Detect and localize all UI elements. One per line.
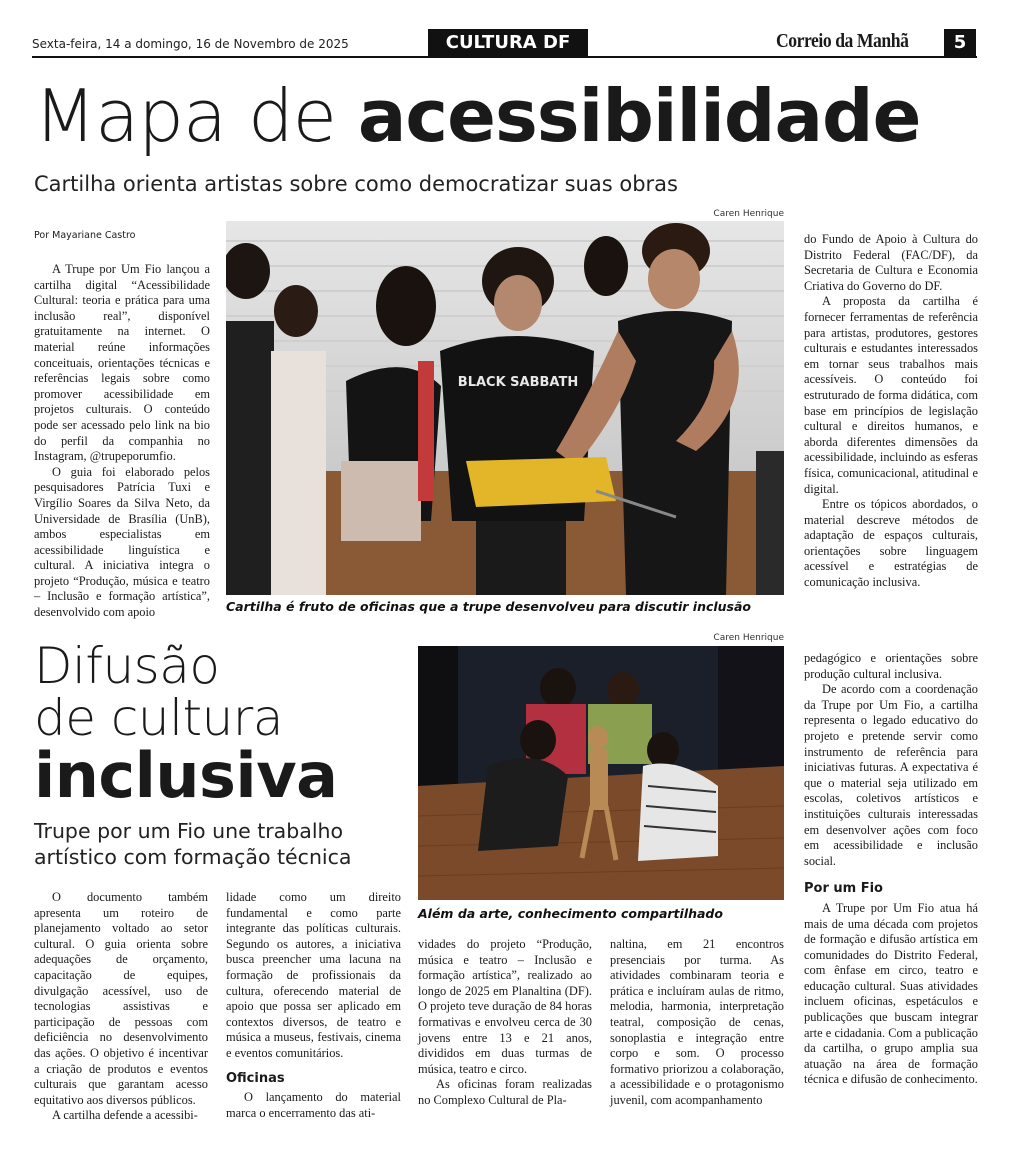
headline-bold: acessibilidade	[357, 74, 921, 158]
headline-line-1: Difusão	[34, 637, 220, 695]
paragraph: As oficinas foram realizadas no Complexo Cultural de Pla-	[418, 1077, 592, 1107]
headline-mapa	[34, 76, 920, 156]
paragraph: A Trupe por Um Fio lançou a cartilha digital “Acessibilidade Cultural: teoria e prática para uma inclusão real”, disponível gratuitamente na internet. O material reúne informações conceituais, orientações técnicas e referências legais sobre como promover acessibilidade em projetos culturais. O conteúdo pode ser acessado pelo link na bio do perfil da companhia no Instagram, @trupeporumfio.	[34, 262, 210, 464]
paragraph: naltina, em 21 encontros presenciais por turma. As atividades combinaram teoria e prática e incluíram aulas de ritmo, melodia, harmonia, interpretação teatral, composição de cenas, sonoplastia e integração entre corpo e som. O processo formativo priorizou a colaboração, a acessibilidade e o protagonismo juvenil, com acompanhamento	[610, 937, 784, 1107]
paragraph: A proposta da cartilha é fornecer ferramentas de referência para artistas, produtores, gestores culturais e estudantes interessados em tornar seus trabalhos mais acessíveis. O conteúdo foi estruturado de forma didática, com base em princípios de legislação cultural e direitos humanos, e aborda diferentes dimensões da acessibilidade, incluindo as esferas física, comunicacional, atitudinal e digital.	[804, 294, 978, 496]
photo-workshop-illustration	[226, 221, 784, 595]
section-label: CULTURA DF	[428, 29, 588, 57]
page-number: 5	[944, 29, 976, 57]
article1-column-1	[34, 262, 210, 621]
paragraph: A Trupe por Um Fio atua há mais de uma década com projetos de formação e difusão artística em comunidades do Distrito Federal, com ênfase em circo, teatro e educação cultural. Suas atividades incluem oficinas, espetáculos e publicações que buscam integrar arte e cidadania. Com a publicação da cartilha, o grupo amplia sua atuação na área de formação técnica e difusão de conhecimento.	[804, 900, 978, 1087]
paragraph: A cartilha defende a acessibi-	[52, 1108, 198, 1123]
photo1-caption: Cartilha é fruto de oficinas que a trupe desenvolveu para discutir inclusão	[226, 599, 752, 614]
header-rule	[32, 56, 977, 58]
brand-logo: Correio da Manhã	[776, 30, 909, 52]
subhead-por-um-fio: Por um Fio	[804, 881, 883, 897]
headline-light: Mapa de	[34, 74, 336, 158]
article1-subtitle: Cartilha orienta artistas sobre como democratizar suas obras	[34, 172, 678, 196]
paragraph: vidades do projeto “Produção, música e teatro – Inclusão e formação artística”, realizado ao longo de 2025 em Planaltina (DF). O projeto teve duração de 84 horas formativas e envolveu cerca de 30 jovens entre 13 e 21 anos, divididos em duas turmas de música, teatro e circo.	[418, 937, 592, 1076]
article1-column-2	[804, 232, 978, 591]
article2-column-3	[418, 937, 592, 1109]
shirt-print: BLACK SABBATH	[457, 375, 579, 390]
photo1-credit: Caren Henrique	[713, 209, 784, 219]
paragraph: pedagógico e orientações sobre produção cultural inclusiva.	[804, 651, 978, 681]
subhead-oficinas: Oficinas	[226, 1070, 285, 1086]
headline-line-2: de cultura	[34, 689, 283, 747]
paragraph: O documento também apresenta um roteiro de planejamento voltado ao setor cultural. O guia orienta sobre adequações de orçamento, capacitação de equipes, divulgação acessível, uso de tecnologias assistivas e participação de pessoas com deficiência no desenvolvimento das ações. O objetivo é incentivar a criação de produtos e eventos culturais que garantam acesso equitativo aos diversos públicos.	[34, 890, 208, 1107]
paragraph: lidade como um direito fundamental e como parte integrante das políticas culturais. Segundo os autores, a iniciativa busca preencher uma lacuna na formação de profissionais da cultura, oferecendo material de apoio que possa ser aplicado em contextos diversos, de teatro e música a museus, festivais, cinema e eventos comunitários.	[226, 890, 401, 1060]
article2-column-2	[226, 890, 401, 1121]
article2-column-1	[34, 890, 208, 1124]
photo-puppet-illustration	[418, 646, 784, 900]
paragraph: Entre os tópicos abordados, o material descreve métodos de adaptação de espaços culturais, orientações sobre linguagem acessível e estratégias de comunicação inclusiva.	[804, 497, 978, 590]
headline-difusao	[34, 637, 338, 812]
photo2-caption: Além da arte, conhecimento compartilhado	[418, 906, 723, 921]
paragraph: De acordo com a coordenação da Trupe por Um Fio, a cartilha representa o legado educativo do projeto e pretende servir como instrumento de referência para iniciativas futuras. A expectativa é que o material seja utilizado em escolas, coletivos artísticos e instituições culturais interessadas em desenvolver ações com foco em acessibilidade e inclusão social.	[804, 682, 978, 868]
photo-workshop	[226, 221, 784, 595]
photo-puppet	[418, 646, 784, 900]
article2-column-5	[804, 651, 978, 1088]
article2-column-4	[610, 937, 784, 1109]
paragraph: O lançamento do material marca o encerramento das ati-	[226, 1090, 401, 1120]
paragraph: do Fundo de Apoio à Cultura do Distrito Federal (FAC/DF), da Secretaria de Cultura e Economia Criativa do Governo do DF.	[804, 232, 978, 293]
photo2-credit: Caren Henrique	[713, 633, 784, 643]
article2-subtitle: Trupe por um Fio une trabalho artístico com formação técnica	[34, 819, 352, 869]
headline-bold-line: inclusiva	[34, 739, 338, 812]
paragraph: O guia foi elaborado pelos pesquisadores Patrícia Tuxi e Virgílio Soares da Silva Neto, da Universidade de Brasília (UnB), ambos especialistas em acessibilidade linguística e cultural. A iniciativa integra o projeto “Produção, música e teatro – Inclusão e formação artística”, desenvolvido com apoio	[34, 464, 210, 620]
byline: Por Mayariane Castro	[34, 230, 136, 241]
header-date: Sexta-feira, 14 a domingo, 16 de Novembro de 2025	[32, 37, 349, 51]
